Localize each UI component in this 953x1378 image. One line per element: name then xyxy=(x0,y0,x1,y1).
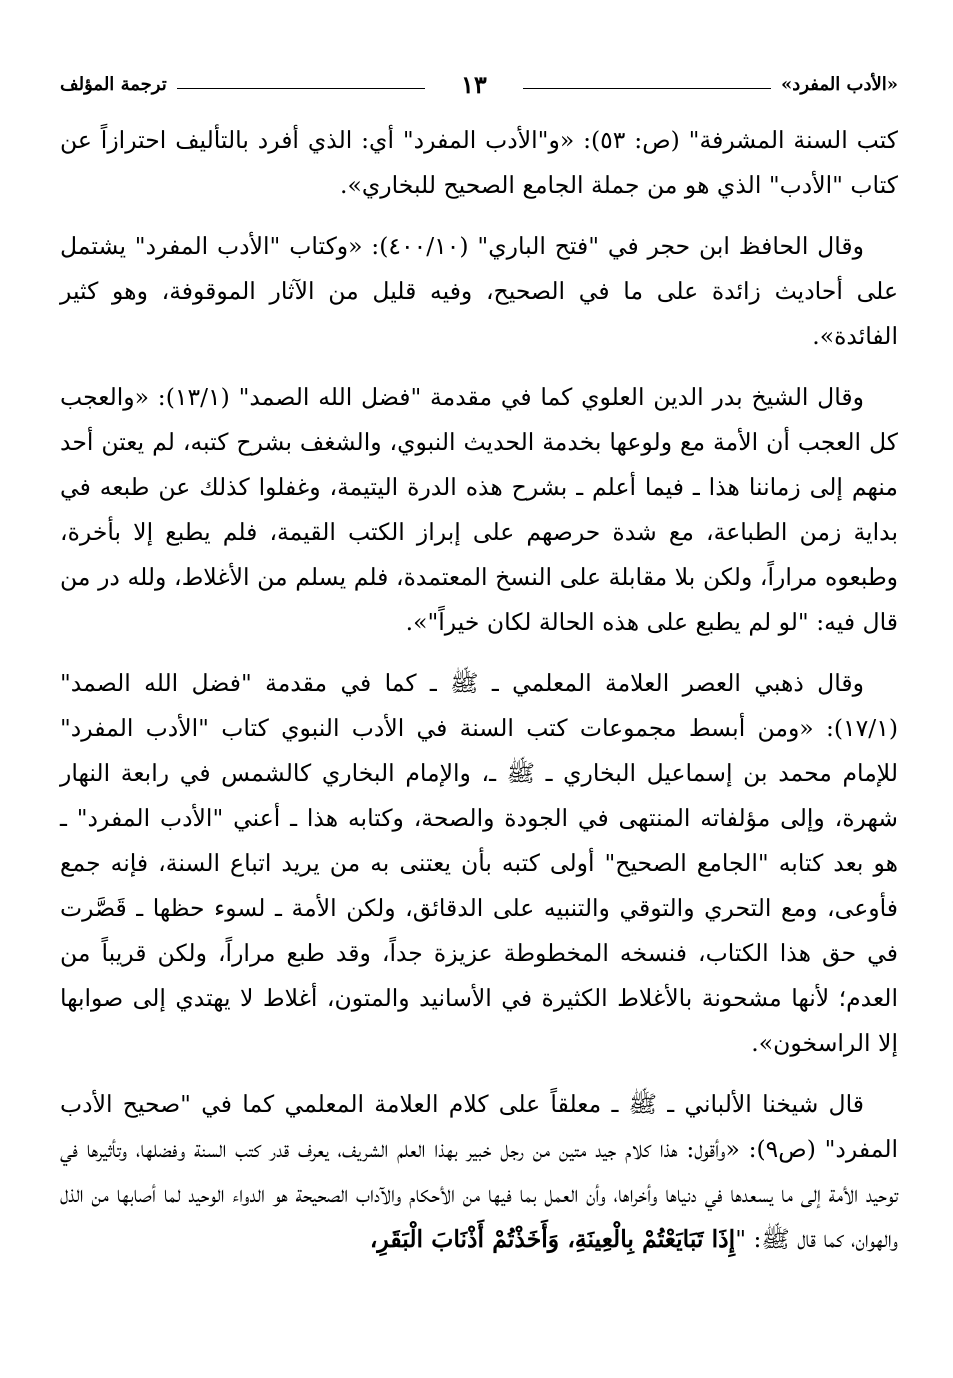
paragraph-5-text: قال شيخنا الألباني ـ ﷺ ـ معلقاً على كلام العلامة المعلمي كما في "صحيح الأدب المفرد" (ص٩): «وأقول: هذا كلام جيد متين من رجل خبير بهذا العلم الشريف، يعرف قدر كتب السنة وفضلها، وتأثيرها في توحيد الأمة إلى ما يسعدها في دنياها وأخراها، وأن العمل بما فيها من الأحكام والآداب الصحيحة هو الدواء الوحيد لما أصابها من الذل والهوان، كما قال ﷺ: " xyxy=(60,1090,899,1253)
paragraph-2: وقال الحافظ ابن حجر في "فتح الباري" (٤٠٠/١٠): «وكتاب "الأدب المفرد" يشتمل على أحاديث زائدة على ما في الصحيح، وفيه قليل من الآثار الموقوفة، وهو كثير الفائدة». xyxy=(60,232,898,350)
header-rule-right xyxy=(523,88,771,89)
header-rule-left xyxy=(177,88,425,89)
page-number: ١٣ xyxy=(460,69,487,99)
chapter-title: ترجمة المؤلف xyxy=(60,73,167,95)
paragraph-5 xyxy=(60,1082,898,1262)
hadith-quote: إِذَا تَبَايَعْتُمْ بِالْعِينَةِ، وَأَخَذْتُمْ أَذْنَابَ الْبَقَرِ، xyxy=(369,1225,736,1253)
book-title: «الأدب المفرد» xyxy=(781,73,898,95)
paragraph-1: كتب السنة المشرفة" (ص: ٥٣): «و"الأدب المفرد" أي: الذي أفرد بالتأليف احترازاً عن كتاب "الأدب" الذي هو من جملة الجامع الصحيح للبخاري». xyxy=(60,126,898,199)
book-page xyxy=(60,64,898,1354)
running-header xyxy=(60,64,898,104)
page-content xyxy=(60,118,898,1262)
paragraph-4: وقال ذهبي العصر العلامة المعلمي ـ ﷺ ـ كما في مقدمة "فضل الله الصمد" (١٧/١): «ومن أبسط مجموعات كتب السنة في الأدب النبوي كتاب "الأدب المفرد" للإمام محمد بن إسماعيل البخاري ـ ﷺ ـ، والإمام البخاري كالشمس في رابعة النهار شهرة، وإلى مؤلفاته المنتهى في الجودة والصحة، وكتابه هذا ـ أعني "الأدب المفرد" ـ هو بعد كتابه "الجامع الصحيح" أولى كتبه بأن يعتنى به من يريد اتباع السنة، فإنه جمع فأوعى، ومع التحري والتوقي والتنبيه على الدقائق، ولكن الأمة ـ لسوء حظها ـ قَصَّرت في حق هذا الكتاب، فنسخه المخطوطة عزيزة جداً، وقد طبع مراراً، ولكن قريباً من العدم؛ لأنها مشحونة بالأغلاط الكثيرة في الأسانيد والمتون، أغلاط لا يهتدي إلى صوابها إلا الراسخون». xyxy=(60,669,898,1057)
paragraph-3: وقال الشيخ بدر الدين العلوي كما في مقدمة "فضل الله الصمد" (١٣/١): «والعجب كل العجب أن الأمة مع ولوعها بخدمة الحديث النبوي، والشغف بشرح كتبه، لم يعتن أحد منهم إلى زماننا هذا ـ فيما أعلم ـ بشرح هذه الدرة اليتيمة، وغفلوا كذلك عن طبعه في بداية زمن الطباعة، مع شدة حرصهم على إبراز الكتب القيمة، فلم يطبع إلا بأخرة، وطبعوه مراراً، ولكن بلا مقابلة على النسخ المعتمدة، فلم يسلم من الأغلاط، ولله در من قال فيه: "لو لم يطبع على هذه الحالة لكان خيراً"». xyxy=(60,383,898,636)
